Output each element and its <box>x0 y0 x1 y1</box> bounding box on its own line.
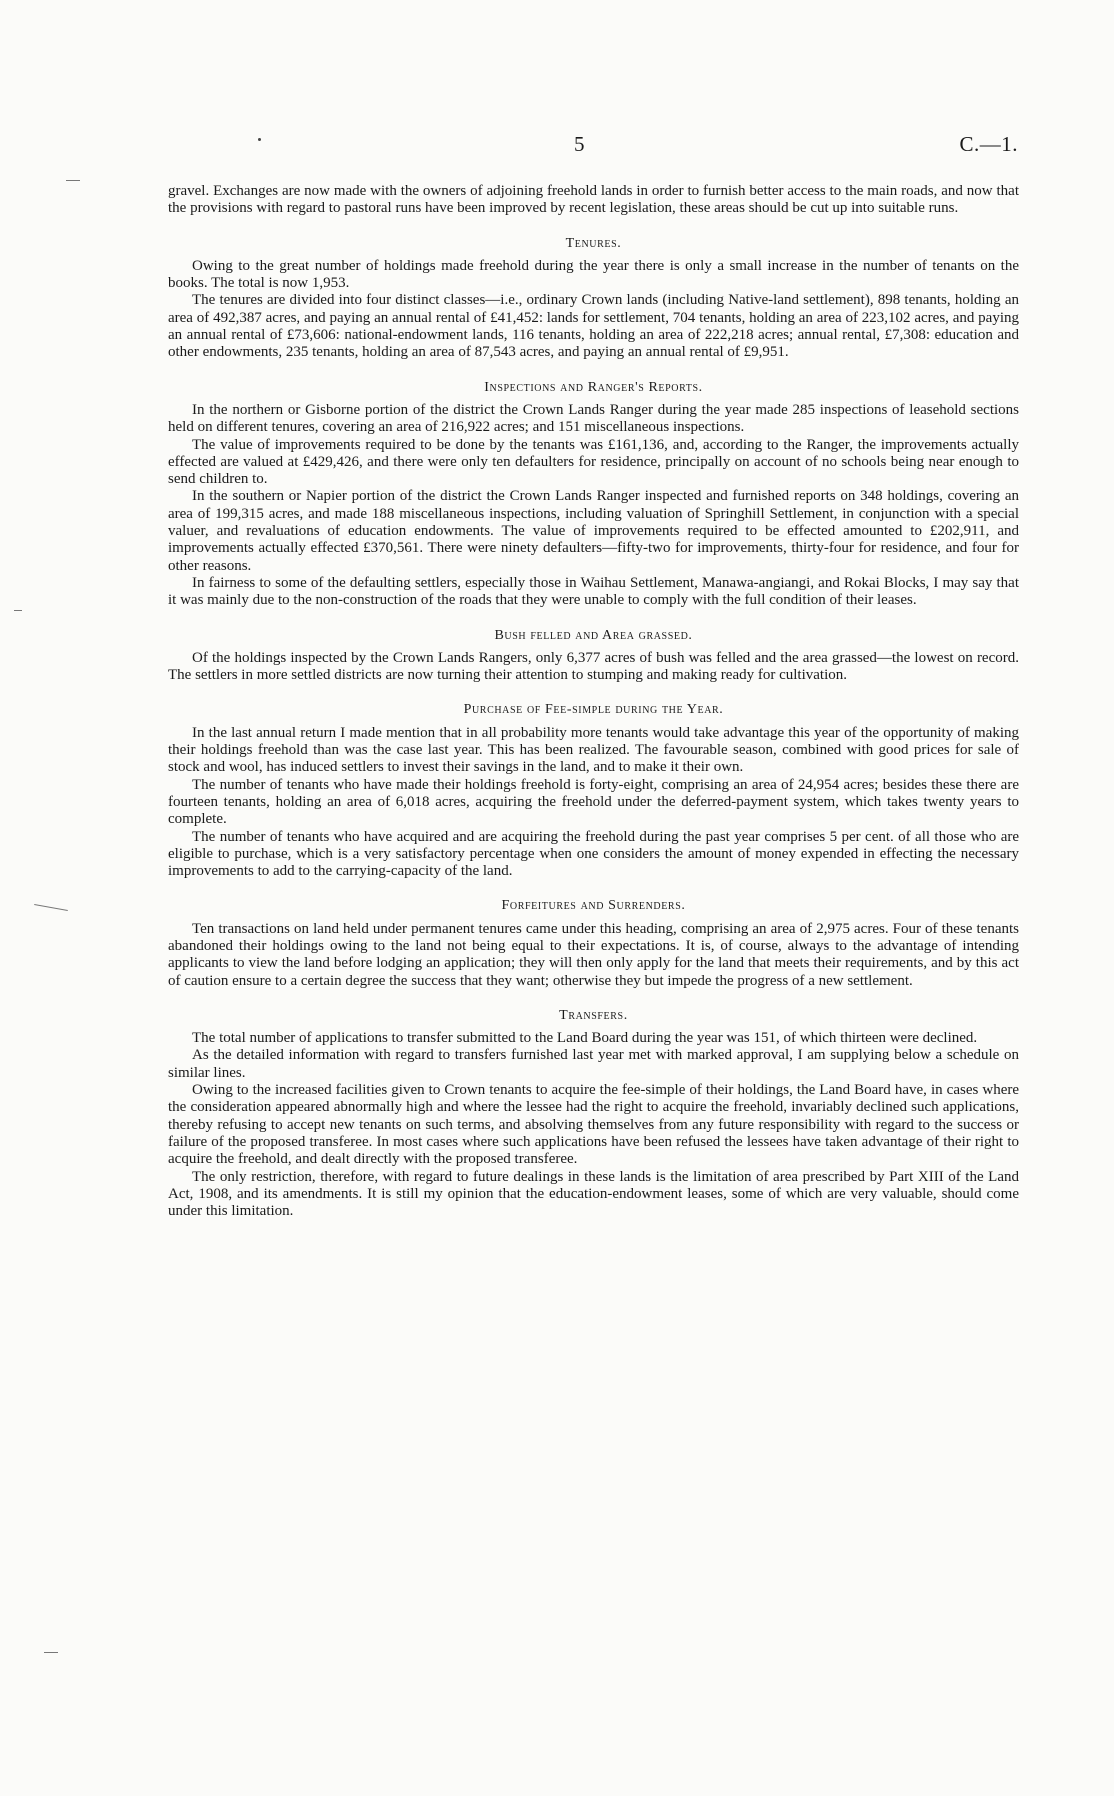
paragraph: In the northern or Gisborne portion of the district the Crown Lands Ranger during the year made 285 inspections of leasehold sections held on different tenures, covering an area of 216,922 acres; and 151 miscellaneous inspections. <box>168 401 1019 436</box>
paragraph: The total number of applications to transfer submitted to the Land Board during the year was 151, of which thirteen were declined. <box>192 1030 978 1047</box>
margin-mark <box>34 904 68 911</box>
paragraph: The number of tenants who have acquired and are acquiring the freehold during the past year comprises 5 per cent. of all those who are eligible to purchase, which is a very satisfactory percentage when one considers the amount of money expended in effecting the necessary improvements to add to the carrying-capacity of the land. <box>168 828 1019 880</box>
paragraph: The value of improvements required to be done by the tenants was £161,136, and, according to the Ranger, the improvements actually effected are valued at £429,426, and there were only ten defaulters for residence, principally on account of no schools being near enough to send children to. <box>168 436 1019 488</box>
paragraph: The only restriction, therefore, with regard to future dealings in these lands is the limitation of area prescribed by Part XIII of the Land Act, 1908, and its amendments. It is still my opinion that the education-endowment leases, some of which are very valuable, should come under this limitation. <box>168 1168 1019 1220</box>
margin-mark <box>14 610 22 611</box>
paragraph: The tenures are divided into four distinct classes—i.e., ordinary Crown lands (including Native-land settlement), 898 tenants, holding an area of 492,387 acres, and paying an annual rental of £41,452: lands for settlement, 704 tenants, holding an area of 223,102 acres, and paying an annual rental of £73,606: national-endowment lands, 116 tenants, holding an area of 222,218 acres; annual rental, £7,308: education and other endowments, 235 tenants, holding an area of 87,543 acres, and paying an annual rental of £9,951. <box>168 292 1019 361</box>
section-heading: Purchase of Fee-simple during the Year. <box>463 702 724 718</box>
section-heading: Inspections and Ranger's Reports. <box>484 379 703 395</box>
section-bush-felled <box>168 627 1019 685</box>
page-body <box>168 183 1019 1220</box>
section-heading: Bush felled and Area grassed. <box>494 627 693 643</box>
section-purchase-fee-simple <box>168 701 1019 880</box>
section-forfeitures <box>168 897 1019 989</box>
paragraph: Owing to the increased facilities given to Crown tenants to acquire the fee-simple of their holdings, the Land Board have, in cases where the consideration appeared abnormally high and where the lessee had the right to acquire the freehold, invariably declined such applications, thereby refusing to accept new tenants on such terms, and absolving themselves from any future responsibility with regard to the success or failure of the proposed transferee. In most cases where such applications have been refused the lessees have taken advantage of their right to acquire the freehold, and dealt directly with the proposed transferee. <box>168 1082 1019 1168</box>
section-tenures <box>168 235 1019 362</box>
page-number: 5 <box>574 132 585 156</box>
paragraph: Ten transactions on land held under permanent tenures came under this heading, comprising an area of 2,975 acres. Four of these tenants abandoned their holdings owing to the land not being equal to their expectations. It is, of course, always to the advantage of intending applicants to view the land before lodging an application; they will then only apply for the land that meets their requirements, and by this act of caution ensure to a certain degree the success that they want; otherwise they but impede the progress of a new settlement. <box>168 920 1019 989</box>
section-inspections <box>168 379 1019 610</box>
document-reference: C.—1. <box>959 132 1018 156</box>
continued-paragraph: gravel. Exchanges are now made with the owners of adjoining freehold lands in order to furnish better access to the main roads, and now that the provisions with regard to pastoral runs have been improved by recent legislation, these areas should be cut up into suitable runs. <box>168 183 1019 217</box>
page-header <box>0 132 1114 162</box>
paragraph: Owing to the great number of holdings made freehold during the year there is only a small increase in the number of tenants on the books. The total is now 1,953. <box>168 257 1019 292</box>
section-transfers <box>168 1007 1019 1221</box>
paragraph: As the detailed information with regard to transfers furnished last year met with marked approval, I am supplying below a schedule on similar lines. <box>168 1047 1019 1081</box>
section-heading: Transfers. <box>559 1007 628 1023</box>
paragraph: In the last annual return I made mention that in all probability more tenants would take advantage this year of the opportunity of making their holdings freehold than was the case last year. This has been realized. The favourable season, combined with good prices for sale of stock and wool, has induced settlers to invest their savings in the land, and to make it their own. <box>168 724 1019 776</box>
margin-mark <box>66 180 80 181</box>
paragraph: Of the holdings inspected by the Crown Lands Rangers, only 6,377 acres of bush was felled and the area grassed—the lowest on record. The settlers in more settled districts are now turning their attention to stumping and making ready for cultivation. <box>168 649 1019 684</box>
paragraph: The number of tenants who have made their holdings freehold is forty-eight, comprising an area of 24,954 acres; besides these there are fourteen tenants, holding an area of 6,018 acres, acquiring the freehold under the deferred-payment system, which takes twenty years to complete. <box>168 776 1019 828</box>
paragraph: In fairness to some of the defaulting settlers, especially those in Waihau Settlement, Manawa-angiangi, and Rokai Blocks, I may say that it was mainly due to the non-construction of the roads that they were unable to comply with the full condition of their leases. <box>168 574 1019 609</box>
section-heading: Tenures. <box>565 235 622 251</box>
paragraph: In the southern or Napier portion of the district the Crown Lands Ranger inspected and furnished reports on 348 holdings, covering an area of 199,315 acres, and made 188 miscellaneous inspections, including valuation of Springhill Settlement, in conjunction with a special valuer, and revaluations of education endowments. The value of improvements required to be effected amounted to £202,911, and improvements actually effected £370,561. There were ninety defaulters—fifty-two for improvements, thirty-four for residence, and four for other reasons. <box>168 488 1019 574</box>
margin-mark <box>44 1652 58 1653</box>
section-heading: Forfeitures and Surrenders. <box>501 898 686 914</box>
